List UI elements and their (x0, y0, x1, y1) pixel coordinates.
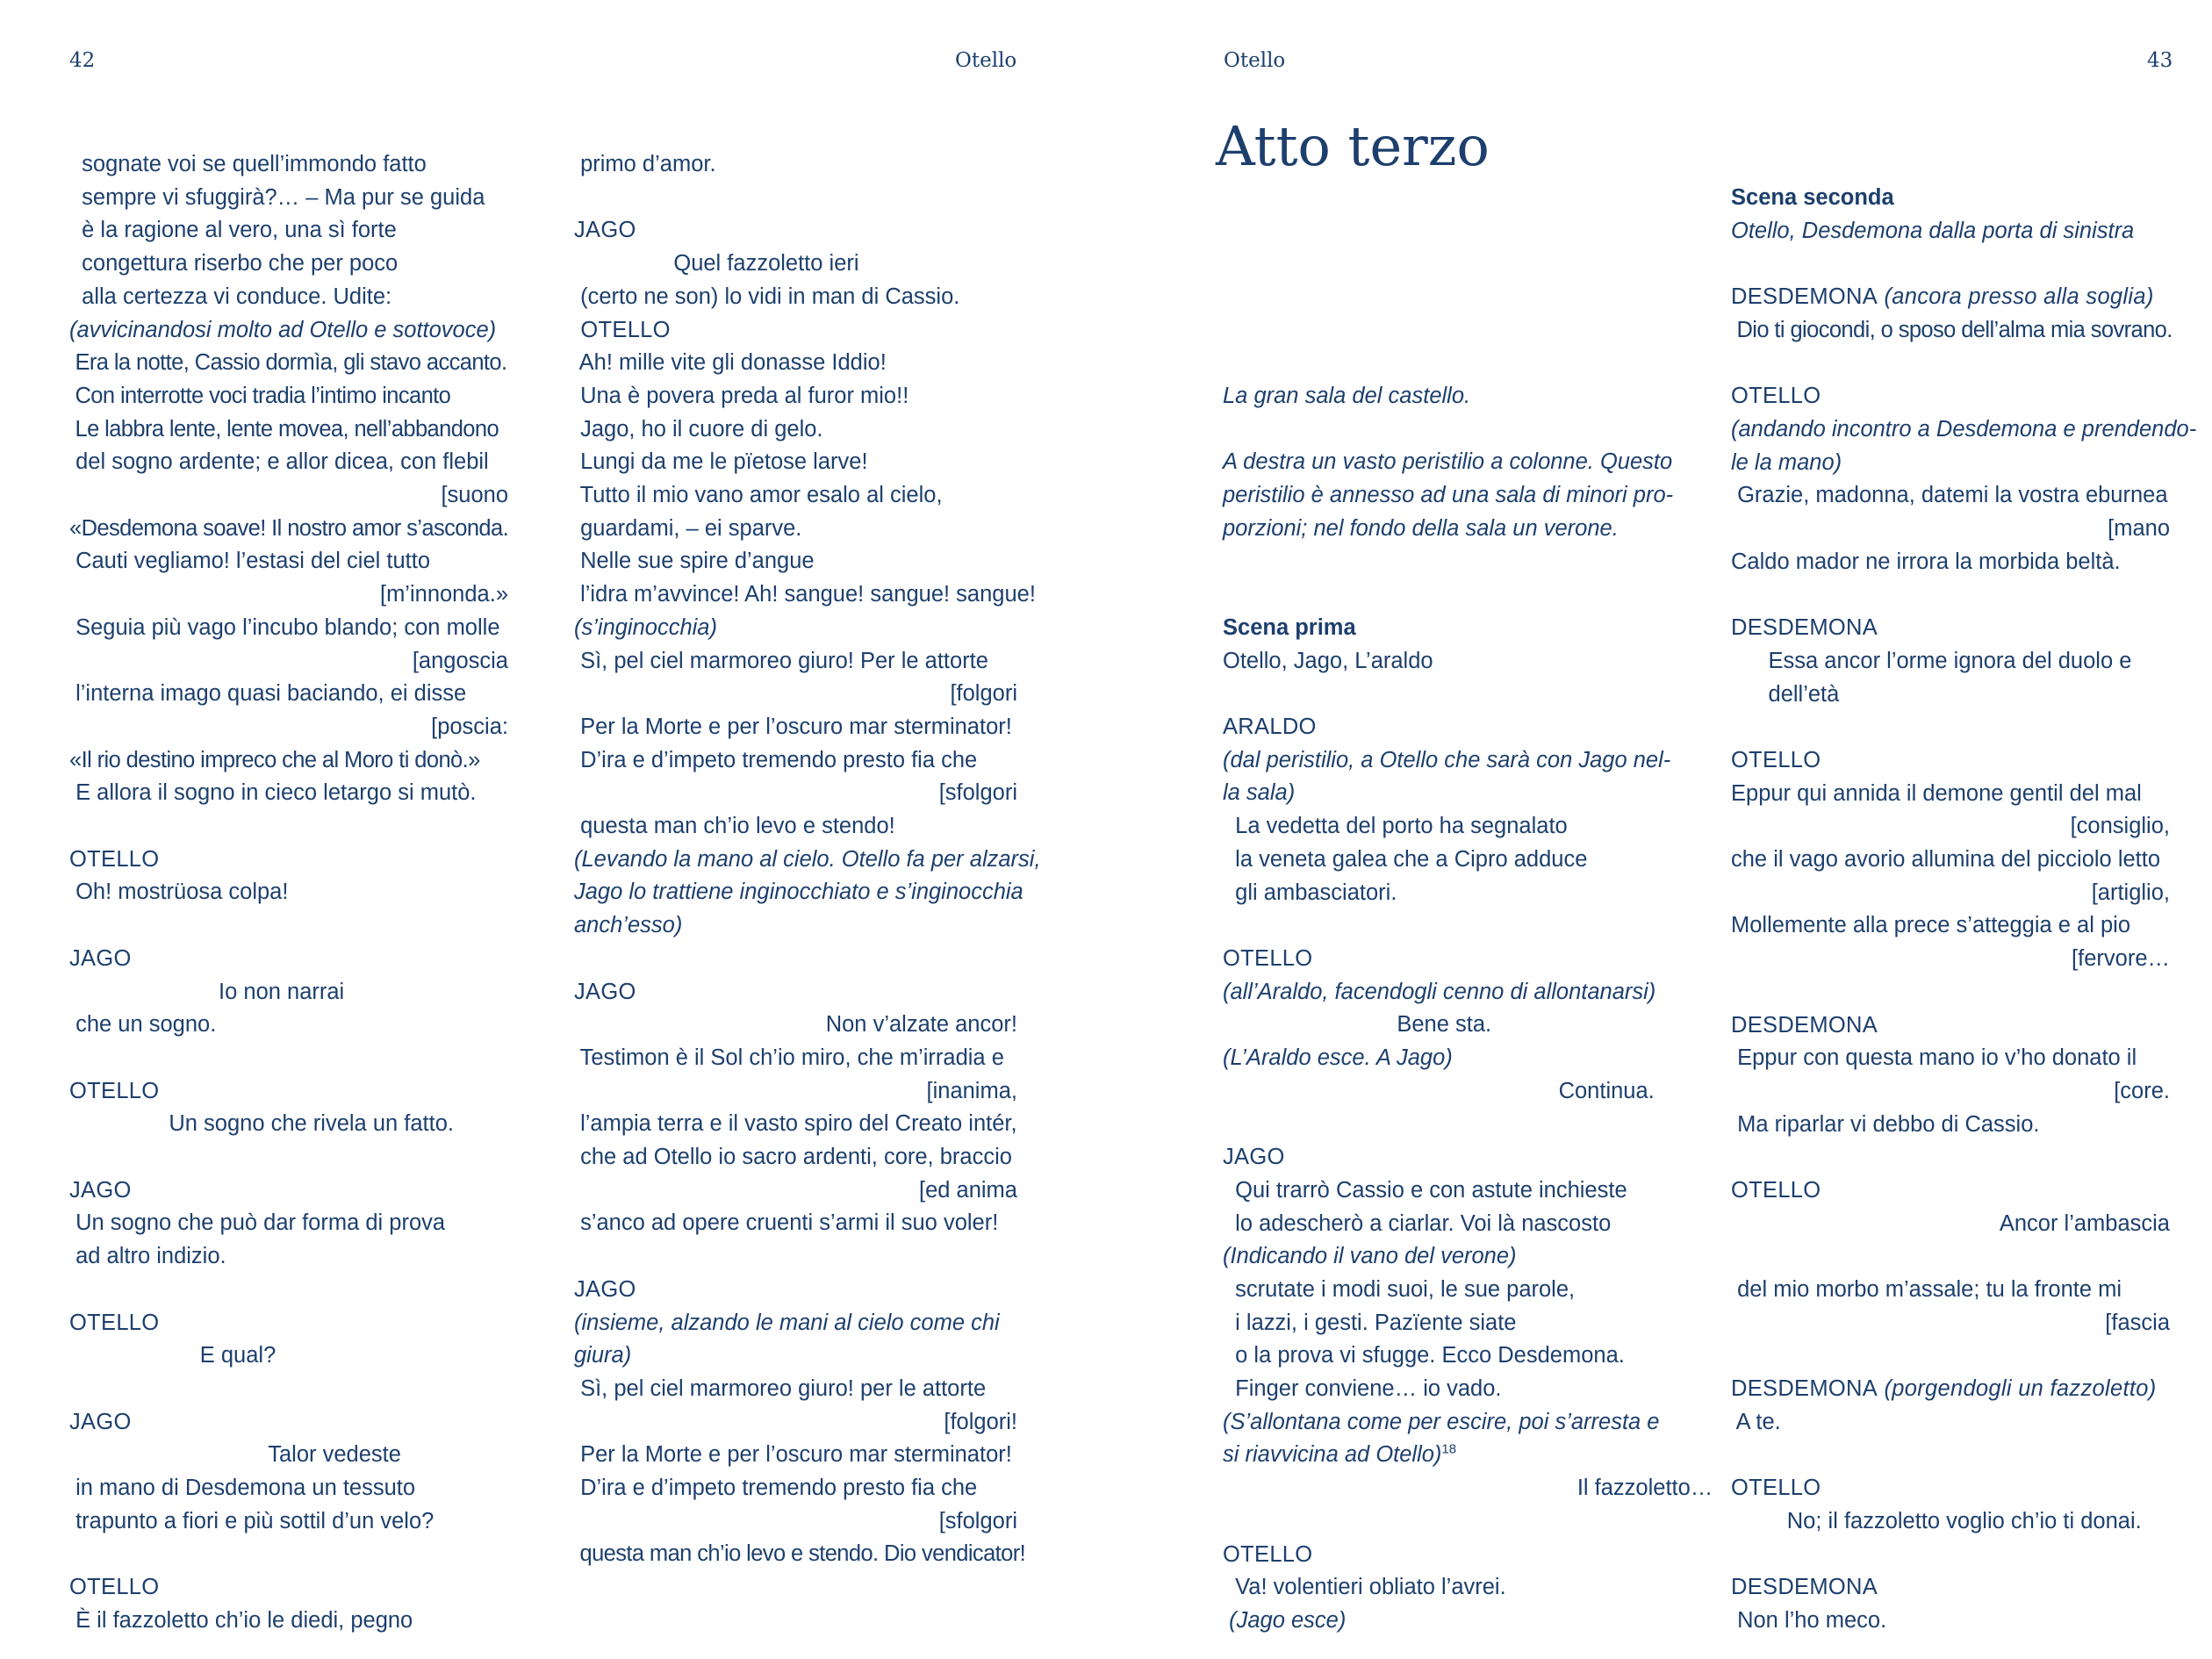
verse-line: trapunto a fiori e più sottil d’un velo? (69, 1508, 434, 1533)
verse-line: [inanima, (926, 1078, 1017, 1103)
verse-line: Eppur qui annida il demone gentil del mal (1731, 780, 2142, 806)
verse-line: ad altro indizio. (69, 1244, 226, 1269)
verse-line: l’ampia terra e il vasto spiro del Creato intér, (574, 1111, 1017, 1137)
verse-line: Testimon è il Sol ch’io miro, che m’irradia e (574, 1045, 1004, 1070)
verse-line: [folgori (950, 681, 1017, 707)
line-gap (69, 1538, 508, 1571)
stage-direction: (L’Araldo esce. A Jago) (1223, 1045, 1453, 1071)
verse-line: sognate voi se quell’immondo fatto (69, 152, 427, 176)
speaker-name: DESDEMONA (ancora presso alla soglia) (1731, 284, 2154, 310)
verse-line: l’interna imago quasi baciando, ei disse (69, 681, 467, 707)
stage-direction: Jago lo trattiene inginocchiato e s’inginocchia (574, 880, 1023, 905)
line-gap (1223, 1505, 1679, 1539)
speaker-name: OTELLO (1223, 1541, 1313, 1567)
verse-line: Otello, Jago, L’araldo (1223, 648, 1433, 673)
text-column-3 (1223, 281, 1713, 1638)
verse-line: (certo ne son) lo vidi in man di Cassio. (574, 284, 960, 309)
stage-direction: (dal peristilio, a Otello che sarà con Jago nel- (1223, 747, 1671, 772)
page-number-left: 42 (69, 49, 96, 72)
line-gap (1223, 909, 1679, 943)
verse-line: Grazie, madonna, datemi la vostra eburnea (1731, 483, 2168, 508)
verse-line: Eppur con questa mano io v’ho donato il (1731, 1045, 2137, 1071)
verse-line: Un sogno che rivela un fatto. (69, 1111, 454, 1137)
verse-line: Sì, pel ciel marmoreo giuro! per le attorte (574, 1375, 987, 1401)
verse-line: Le labbra lente, lente movea, nell’abbandono (69, 416, 499, 442)
line-gap (1731, 1141, 2170, 1174)
line-gap (1731, 248, 2170, 281)
speaker-name: OTELLO (1223, 945, 1313, 971)
verse-line: Continua. (1223, 1078, 1655, 1103)
verse-line: scrutate i modi suoi, le sue parole, (1223, 1276, 1576, 1302)
verse-line: in mano di Desdemona un tessuto (69, 1476, 416, 1501)
running-head-left: Otello (955, 49, 1017, 72)
verse-line: Seguia più vago l’incubo blando; con molle (69, 614, 500, 640)
page-number-right: 43 (2147, 49, 2173, 72)
verse-line: Con interrotte voci tradia l’intimo incanto (69, 383, 451, 408)
speaker-name: OTELLO (1731, 1178, 1821, 1203)
speaker-name: JAGO (69, 1177, 132, 1203)
line-gap (1223, 578, 1679, 612)
verse-line: l’idra m’avvince! Ah! sangue! sangue! sangue! (574, 582, 1036, 607)
stage-direction: Otello, Desdemona dalla porta di sinistra (1731, 218, 2135, 243)
verse-line: Non v’alzate ancor! (825, 1012, 1017, 1038)
verse-line: Per la Morte e per l’oscuro mar sterminator! (574, 714, 1012, 739)
verse-line: Lungi da me le pïetose larve! (574, 449, 868, 475)
speaker-name: OTELLO (69, 1078, 160, 1103)
line-gap (1731, 348, 2170, 381)
scene-heading: Scena prima (1223, 614, 1356, 640)
text-column-2 (574, 148, 1041, 1571)
line-gap (1731, 976, 2170, 1009)
verse-line: dell’età (1731, 681, 1840, 707)
verse-line: è la ragione al vero, una sì forte (69, 218, 397, 243)
speaker-name: JAGO (69, 945, 132, 971)
verse-line: s’anco ad opere cruenti s’armi il suo voler! (574, 1210, 999, 1236)
line-gap (1731, 578, 2170, 612)
stage-direction: giura) (574, 1343, 632, 1368)
verse-line: Va! volentieri obliato l’avrei. (1223, 1575, 1506, 1600)
line-gap (1223, 281, 1679, 314)
verse-line: Un sogno che può dar forma di prova (69, 1210, 446, 1236)
verse-line: del sogno ardente; e allor dicea, con flebil (69, 449, 489, 475)
stage-direction: (Jago esce) (1223, 1607, 1347, 1633)
act-title: Atto terzo (1216, 114, 1490, 178)
line-gap (69, 810, 508, 844)
speaker-name: OTELLO (69, 1310, 160, 1335)
stage-direction: la sala) (1223, 780, 1296, 806)
line-gap (1731, 1240, 2170, 1274)
verse-line: E allora il sogno in cieco letargo si mutò. (69, 780, 477, 806)
verse-line: Qui trarrò Cassio e con astute inchieste (1223, 1177, 1627, 1203)
verse-line: Sì, pel ciel marmoreo giuro! Per le attorte (574, 648, 988, 673)
line-gap (69, 1042, 508, 1075)
speaker-name: OTELLO (1731, 1476, 1821, 1501)
verse-line: Ancor l’ambascia (1999, 1210, 2170, 1236)
speaker-name: ARALDO (1223, 715, 1317, 740)
line-gap (69, 1141, 508, 1174)
verse-line: [mano (2108, 516, 2170, 541)
stage-direction: anch’esso) (574, 913, 683, 938)
verse-line: [fascia (2105, 1310, 2170, 1335)
verse-line: «Desdemona soave! Il nostro amor s’asconda. (69, 515, 509, 541)
verse-line: D’ira e d’impeto tremendo presto fia che (574, 1476, 978, 1501)
line-gap (1223, 1108, 1679, 1141)
line-gap (574, 943, 1017, 976)
stage-direction: (avvicinandosi molto ad Otello e sottovoce) (69, 317, 497, 342)
verse-line: del mio morbo m’assale; tu la fronte mi (1731, 1277, 2122, 1303)
running-head-right: Otello (1224, 49, 1286, 72)
footnote-marker[interactable]: 18 (1441, 1441, 1457, 1457)
verse-line: D’ira e d’impeto tremendo presto fia che (574, 747, 978, 772)
verse-line: Era la notte, Cassio dormìa, gli stavo accanto. (69, 350, 507, 376)
speaker-name: OTELLO (69, 1575, 160, 1600)
verse-line: Quel fazzoletto ieri (574, 251, 859, 276)
verse-line: [m’innonda.» (379, 582, 508, 607)
line-gap (574, 182, 1017, 215)
text-column-4 (1731, 182, 2197, 1638)
verse-line: Ma riparlar vi debbo di Cassio. (1731, 1111, 2040, 1137)
verse-line: che il vago avorio allumina del picciolo letto (1731, 847, 2161, 872)
verse-line: Bene sta. (1223, 1012, 1492, 1038)
speaker-name: OTELLO (69, 846, 160, 872)
speaker-name: JAGO (574, 979, 636, 1004)
verse-line: guardami, – ei sparve. (574, 515, 802, 541)
verse-line: congettura riserbo che per poco (69, 251, 399, 276)
verse-line: Talor vedeste (69, 1442, 401, 1468)
speaker-name: JAGO (1223, 1145, 1285, 1170)
verse-line: E qual? (69, 1343, 276, 1368)
line-gap (1223, 546, 1679, 579)
verse-line: [poscia: (431, 714, 508, 739)
line-gap (1731, 711, 2170, 744)
stage-direction: le la mano) (1731, 449, 1842, 475)
line-gap (1223, 314, 1679, 348)
stage-direction: (s’inginocchia) (574, 614, 717, 640)
verse-line: [ed anima (919, 1177, 1017, 1203)
verse-line: [consiglio, (2070, 814, 2170, 839)
stage-direction: (S’allontana come per escire, poi s’arresta e (1223, 1409, 1660, 1434)
verse-line: sempre vi sfuggirà?… – Ma pur se guida (69, 184, 485, 210)
stage-direction: (andando incontro a Desdemona e prendendo- (1731, 416, 2197, 442)
verse-line: È il fazzoletto ch’io le diedi, pegno (69, 1607, 413, 1633)
verse-line: [fervore… (2072, 946, 2170, 972)
verse-line: Il fazzoletto… (1223, 1476, 1713, 1501)
verse-line: A te. (1731, 1409, 1781, 1434)
verse-line: Ah! mille vite gli donasse Iddio! (574, 350, 887, 376)
verse-line: Oh! mostrüosa colpa! (69, 880, 289, 905)
verse-line: Essa ancor l’orme ignora del duolo e (1731, 648, 2132, 673)
verse-line: gli ambasciatori. (1223, 880, 1397, 905)
stage-direction: La gran sala del castello. (1223, 384, 1471, 409)
verse-line: Jago, ho il cuore di gelo. (574, 416, 823, 442)
line-gap (1223, 347, 1679, 380)
verse-line: Io non narrai (69, 979, 345, 1004)
speaker-name: DESDEMONA (1731, 1012, 1878, 1038)
verse-line: [angoscia (412, 648, 508, 673)
verse-line: alla certezza vi conduce. Udite: (69, 284, 392, 309)
verse-line: Mollemente alla prece s’atteggia e al pio (1731, 913, 2131, 938)
line-gap (574, 1240, 1017, 1274)
stage-direction: (ancora presso alla soglia) (1878, 284, 2154, 310)
line-gap (69, 1373, 508, 1406)
line-gap (1731, 1340, 2170, 1374)
speaker-name: JAGO (574, 1276, 636, 1302)
speaker-name: OTELLO (1731, 384, 1821, 409)
verse-line: primo d’amor. (574, 152, 716, 176)
stage-direction: A destra un vasto peristilio a colonne. Questo (1223, 449, 1673, 475)
verse-line: Non l’ho meco. (1731, 1608, 1887, 1634)
verse-line: Tutto il mio vano amor esalo al cielo, (574, 483, 943, 508)
verse-line: «Il rio destino impreco che al Moro ti donò.» (69, 747, 480, 772)
verse-line: Una è povera preda al furor mio!! (574, 383, 909, 408)
text-column-1 (69, 148, 508, 1638)
line-gap (1731, 1539, 2170, 1572)
verse-line: No; il fazzoletto voglio ch’io ti donai. (1731, 1508, 2142, 1533)
verse-line: Cauti vegliamo! l’estasi del ciel tutto (69, 549, 431, 574)
stage-direction: (all’Araldo, facendogli cenno di allontanarsi) (1223, 979, 1656, 1004)
verse-line: la veneta galea che a Cipro adduce (1223, 846, 1588, 872)
line-gap (1731, 1440, 2170, 1473)
speaker-name: JAGO (69, 1409, 132, 1434)
verse-line: o la prova vi sfugge. Ecco Desdemona. (1223, 1343, 1625, 1368)
speaker-name: JAGO (574, 218, 636, 243)
line-gap (1223, 678, 1679, 711)
verse-line: lo adescherò a ciarlar. Voi là nascosto (1223, 1210, 1612, 1236)
verse-line: che ad Otello io sacro ardenti, core, braccio (574, 1145, 1012, 1170)
line-gap (69, 1274, 508, 1307)
stage-direction: porzioni; nel fondo della sala un verone. (1223, 515, 1619, 541)
stage-direction: (Levando la mano al cielo. Otello fa per alzarsi, (574, 846, 1041, 872)
verse-line: [artiglio, (2091, 880, 2170, 905)
speaker-name: OTELLO (574, 317, 671, 342)
line-gap (1223, 413, 1679, 447)
verse-line: Caldo mador ne irrora la morbida beltà. (1731, 549, 2121, 574)
verse-line: che un sogno. (69, 1012, 217, 1038)
verse-line: questa man ch’io levo e stendo! (574, 814, 895, 839)
verse-line: questa man ch’io levo e stendo. Dio vendicator! (574, 1541, 1026, 1567)
verse-line: [core. (2114, 1078, 2170, 1103)
speaker-name: DESDEMONA (1731, 615, 1878, 641)
speaker-name: DESDEMONA (1731, 1575, 1878, 1600)
stage-direction: peristilio è annesso ad una sala di minori pro- (1223, 483, 1674, 508)
verse-line: [sfolgori (938, 1508, 1017, 1533)
speaker-name: OTELLO (1731, 747, 1821, 772)
speaker-name: DESDEMONA (porgendogli un fazzoletto) (1731, 1376, 2157, 1402)
verse-line: Finger conviene… io vado. (1223, 1376, 1502, 1402)
verse-line: i lazzi, i gesti. Pazïente siate (1223, 1310, 1517, 1335)
verse-line: [suono (441, 483, 508, 508)
verse-line: Dio ti giocondi, o sposo dell’alma mia sovrano. (1731, 317, 2172, 342)
verse-line: [folgori! (944, 1409, 1017, 1434)
line-gap (69, 909, 508, 943)
verse-line: Nelle sue spire d’angue (574, 549, 815, 574)
stage-direction: si riavvicina ad Otello)$^{18}$ (1223, 1441, 1457, 1468)
verse-line: [sfolgori (938, 780, 1017, 806)
scene-heading: Scena seconda (1731, 185, 1894, 210)
stage-direction: (insieme, alzando le mani al cielo come chi (574, 1310, 1000, 1335)
stage-direction: (porgendogli un fazzoletto) (1878, 1376, 2157, 1402)
stage-direction: (Indicando il vano del verone) (1223, 1244, 1517, 1269)
verse-line: La vedetta del porto ha segnalato (1223, 814, 1568, 839)
verse-line: Per la Morte e per l’oscuro mar sterminator! (574, 1442, 1012, 1468)
